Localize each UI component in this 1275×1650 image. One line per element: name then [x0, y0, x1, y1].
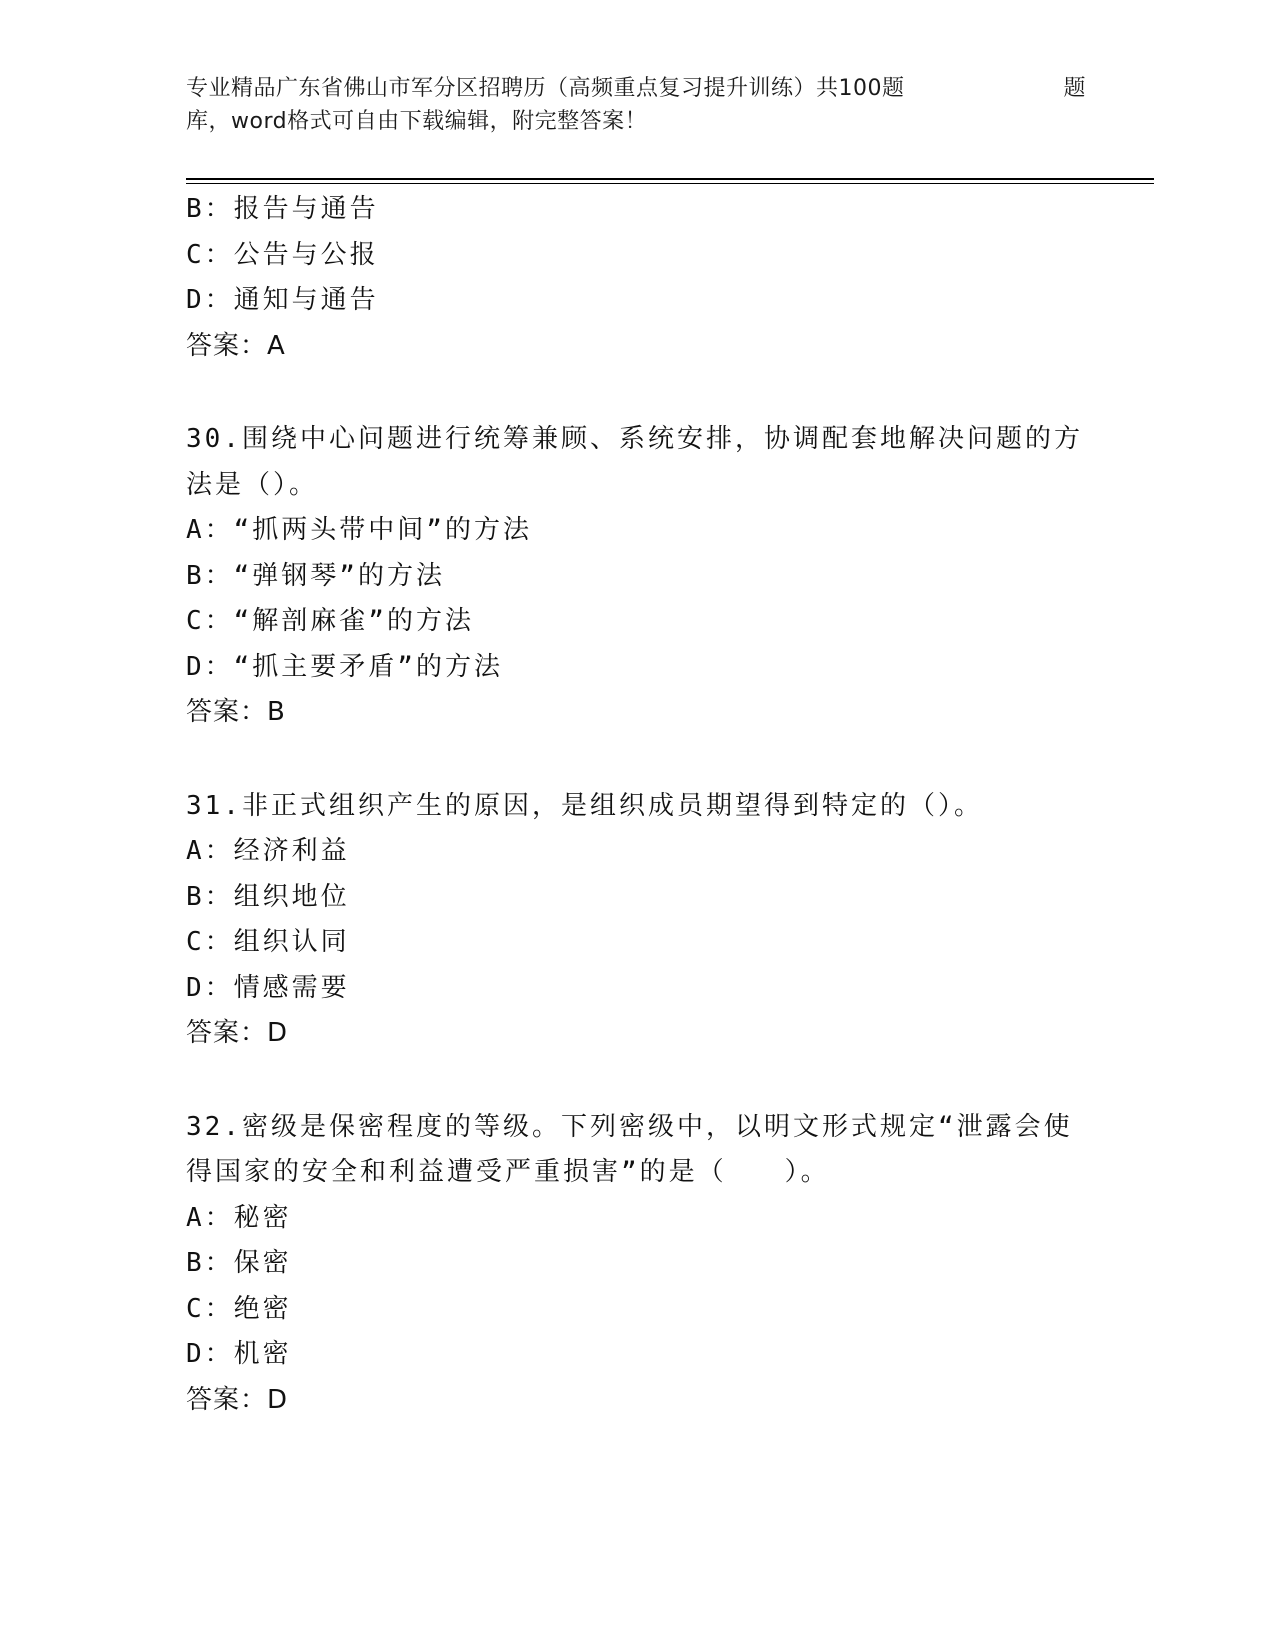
- question-spacer: [186, 369, 1086, 417]
- question-stem: 32.密级是保密程度的等级。下列密级中，以明文形式规定“泄露会使: [186, 1111, 1073, 1142]
- option-c: C：“解剖麻雀”的方法: [186, 606, 474, 636]
- header-line-1: [186, 72, 1086, 105]
- question-block-partial: [186, 187, 1086, 369]
- header-rule-thin: [186, 183, 1154, 184]
- option-c: C：绝密: [186, 1293, 292, 1324]
- option-d: D：“抓主要矛盾”的方法: [186, 651, 503, 682]
- question-stem: 法是（）。: [186, 469, 319, 500]
- option-b: B：“弹钢琴”的方法: [186, 560, 445, 591]
- option-d: D：机密: [186, 1339, 292, 1369]
- question-stem: 31.非正式组织产生的原因，是组织成员期望得到特定的（）。: [186, 790, 983, 821]
- question-spacer: [186, 736, 1086, 784]
- header-title-tail: 题: [1063, 76, 1086, 101]
- option-c: C：公告与公报: [186, 239, 379, 270]
- option-d: D：情感需要: [186, 972, 350, 1003]
- answer-line: 答案：D: [186, 1384, 289, 1415]
- option-a: A：经济利益: [186, 836, 350, 866]
- question-block-31: [186, 784, 1086, 1057]
- question-spacer: [186, 1057, 1086, 1105]
- option-a: A：“抓两头带中间”的方法: [186, 515, 532, 545]
- answer-line: 答案：B: [186, 697, 286, 727]
- question-stem: 30.围绕中心问题进行统筹兼顾、系统安排，协调配套地解决问题的方: [186, 424, 1083, 454]
- question-stem: 得国家的安全和利益遭受严重损害”的是（ ）。: [186, 1157, 830, 1187]
- question-block-30: [186, 417, 1086, 736]
- option-b: B：组织地位: [186, 881, 350, 912]
- header-rule-thick: [186, 178, 1154, 180]
- answer-line: 答案：A: [186, 330, 286, 361]
- question-content: [186, 187, 1086, 1423]
- header-line-2: 库，word格式可自由下载编辑，附完整答案！: [186, 109, 648, 134]
- option-b: B：保密: [186, 1248, 292, 1278]
- question-block-32: [186, 1105, 1086, 1424]
- header-title: 专业精品广东省佛山市军分区招聘历（高频重点复习提升训练）共100题: [186, 76, 905, 101]
- option-b: B：报告与通告: [186, 194, 379, 224]
- answer-line: 答案：D: [186, 1018, 289, 1048]
- option-d: D：通知与通告: [186, 285, 379, 315]
- option-c: C：组织认同: [186, 927, 350, 957]
- page-header: [186, 72, 1086, 138]
- option-a: A：秘密: [186, 1202, 292, 1233]
